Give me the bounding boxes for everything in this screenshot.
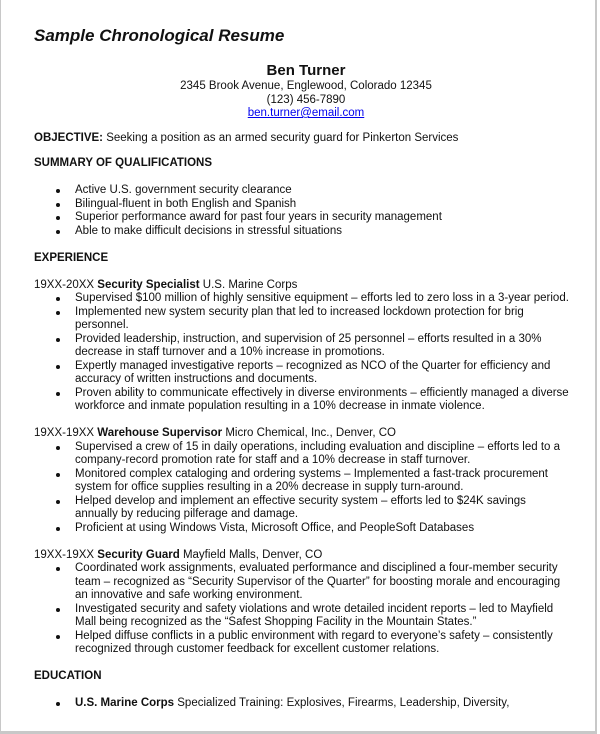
job-entry xyxy=(34,549,595,657)
job-employer: Mayfield Malls, Denver, CO xyxy=(179,548,323,561)
list-item: Superior performance award for past four years in security management xyxy=(34,211,570,225)
list-item: Provided leadership, instruction, and supervision of 25 personnel – efforts resulted in a 30% decrease in staff turnover and a 10% increase in promotions. xyxy=(34,333,570,360)
list-item: Bilingual-fluent in both English and Spanish xyxy=(34,198,570,212)
list-item: Helped develop and implement an effective security system – efforts led to $24K savings annually by reducing pilferage and damage. xyxy=(34,495,550,522)
education-text: Specialized Training: Explosives, Firearms, Leadership, Diversity, xyxy=(174,697,510,709)
job-employer: Micro Chemical, Inc., Denver, CO xyxy=(222,427,396,439)
summary-heading: SUMMARY OF QUALIFICATIONS xyxy=(34,157,213,169)
education-list xyxy=(34,697,595,711)
list-item: Proficient at using Windows Vista, Microsoft Office, and PeopleSoft Databases xyxy=(34,522,570,536)
education-heading: EDUCATION xyxy=(34,670,102,682)
summary-list xyxy=(34,184,595,238)
contact-header xyxy=(1,62,598,121)
job-dates: 19XX-20XX xyxy=(34,278,98,291)
objective-label: OBJECTIVE: xyxy=(34,132,104,144)
job-employer: U.S. Marine Corps xyxy=(199,278,298,291)
list-item: Coordinated work assignments, evaluated performance and disciplined a four-member security team – recognized as “Security Supervisor of the Quarter” for boosting morale and encouraging an innovative and safe working environment. xyxy=(34,562,570,603)
address: 2345 Brook Avenue, Englewood, Colorado 12345 xyxy=(180,80,432,92)
list-item: Helped diffuse conflicts in a public environment with regard to everyone’s safety – consistently recognized through customer feedback for excellent customer relations. xyxy=(34,630,570,657)
list-item: Expertly managed investigative reports – recognized as NCO of the Quarter for efficiency and accuracy of written instructions and documents. xyxy=(34,360,570,387)
list-item: Investigated security and safety violations and wrote detailed incident reports – led to Mayfield Mall being recognized as the “Safest Shopping Facility in the Mountain States.” xyxy=(34,603,570,630)
objective xyxy=(34,132,595,146)
list-item: Proven ability to communicate effectively in diverse environments – efficiently managed a diverse workforce and inmate population resulting in a 10% decrease in inmate violence. xyxy=(34,387,570,414)
experience-heading: EXPERIENCE xyxy=(34,251,109,264)
list-item: Supervised $100 million of highly sensitive equipment – efforts led to zero loss in a 3-year period. xyxy=(34,292,570,306)
job-title: Security Guard xyxy=(97,548,180,561)
list-item: Active U.S. government security clearance xyxy=(34,184,570,198)
list-item: Able to make difficult decisions in stressful situations xyxy=(34,225,570,239)
phone: (123) 456-7890 xyxy=(266,93,346,106)
job-dates: 19XX-19XX xyxy=(34,427,98,439)
list-item: Monitored complex cataloging and ordering systems – Implemented a fast-track procurement system for office supplies resulting in a 20% decrease in supply turn-around. xyxy=(34,468,570,495)
job-dates: 19XX-19XX xyxy=(34,548,98,561)
job-title: Security Specialist xyxy=(97,278,200,291)
objective-text: Seeking a position as an armed security guard for Pinkerton Services xyxy=(103,132,459,144)
list-item: Implemented new system security plan that led to increased lockdown protection for brig personnel. xyxy=(34,306,545,333)
job-title: Warehouse Supervisor xyxy=(97,427,223,439)
email-link[interactable]: ben.turner@email.com xyxy=(247,107,365,119)
list-item xyxy=(34,697,570,711)
document-title: Sample Chronological Resume xyxy=(34,26,285,45)
candidate-name: Ben Turner xyxy=(266,62,346,79)
list-item: Supervised a crew of 15 in daily operations, including evaluation and discipline – efforts led to a company-record promotion rate for staff and a 10% decrease in staff turnover. xyxy=(34,441,570,468)
job-entry xyxy=(34,427,595,535)
education-org: U.S. Marine Corps xyxy=(75,697,175,709)
job-entry xyxy=(34,279,595,414)
